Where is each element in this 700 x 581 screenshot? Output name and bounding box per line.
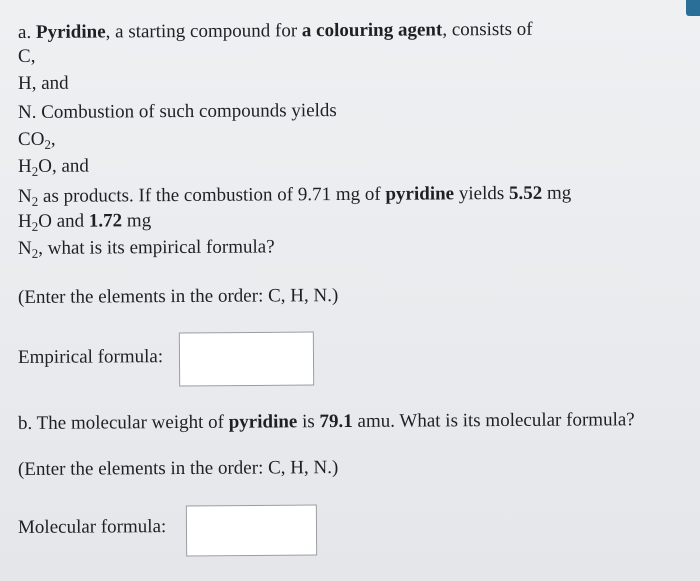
part-a-question-line-1: a. Pyridine, a starting compound for a colouring agent, consists of (17, 18, 533, 43)
element-c-line: C, (17, 45, 36, 67)
mass-h2o-value: 5.52 (508, 182, 543, 205)
compound-name-b: pyridine (228, 411, 298, 433)
compound-name: Pyridine (35, 21, 106, 43)
element-h-line: H, and (17, 72, 69, 94)
part-b-instruction: (Enter the elements in the order: C, H, N.) (17, 457, 339, 480)
element-n-line: N. Combustion of such compounds yields (17, 100, 337, 123)
mass-n2-value: 1.72 (88, 210, 123, 232)
n2-question-line: $N_2$, what is its empirical formula? (17, 236, 275, 261)
co2-line: $CO_2$, (17, 128, 56, 152)
h2o-mass-line: $H_2O$ and 1.72 mg (17, 210, 152, 234)
corner-tab (686, 0, 700, 16)
h2o-line: $H_2O$, and (17, 155, 89, 179)
part-a-instruction: (Enter the elements in the order: C, H, N.) (17, 285, 339, 308)
part-b-question: b. The molecular weight of pyridine is 79.1 amu. What is its molecular formula? (17, 409, 635, 434)
empirical-formula-input[interactable] (179, 332, 314, 387)
colouring-agent-text: a colouring agent (301, 19, 443, 42)
molecular-weight-value: 79.1 (319, 410, 353, 433)
n2-products-line: $N_2$ as products. If the combustion of 9.71 mg of pyridine yields 5.52 mg (17, 182, 572, 209)
molecular-formula-input[interactable] (186, 505, 317, 557)
empirical-formula-label: Empirical formula: (17, 346, 164, 368)
molecular-formula-label: Molecular formula: (17, 516, 167, 538)
